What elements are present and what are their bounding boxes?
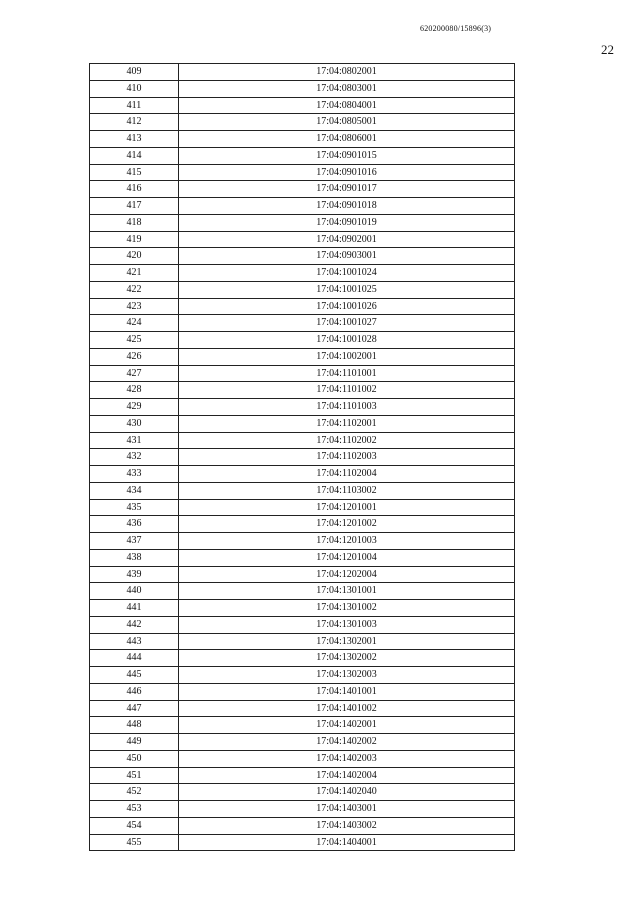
row-number: 417 [90,198,179,215]
table-row [90,332,515,349]
row-number: 447 [90,700,179,717]
table-row [90,114,515,131]
table-row [90,164,515,181]
table-row [90,549,515,566]
row-number: 411 [90,97,179,114]
table-row [90,80,515,97]
cadastral-code: 17:04:1102001 [179,415,515,432]
row-number: 444 [90,650,179,667]
table-row [90,281,515,298]
table-row [90,415,515,432]
row-number: 452 [90,784,179,801]
cadastral-code: 17:04:1402002 [179,734,515,751]
row-number: 434 [90,482,179,499]
table-row [90,482,515,499]
table-row [90,650,515,667]
cadastral-table [89,63,515,851]
table-row [90,214,515,231]
cadastral-code: 17:04:1201004 [179,549,515,566]
cadastral-code: 17:04:1301003 [179,616,515,633]
cadastral-code: 17:04:1404001 [179,834,515,851]
cadastral-code: 17:04:0803001 [179,80,515,97]
row-number: 415 [90,164,179,181]
row-number: 437 [90,533,179,550]
table-row [90,683,515,700]
table-row [90,499,515,516]
cadastral-code: 17:04:1301002 [179,600,515,617]
cadastral-code: 17:04:0903001 [179,248,515,265]
row-number: 424 [90,315,179,332]
page-number: 22 [601,42,614,57]
row-number: 414 [90,147,179,164]
table-row [90,817,515,834]
cadastral-code: 17:04:1001027 [179,315,515,332]
table-row [90,583,515,600]
table-row [90,784,515,801]
row-number: 420 [90,248,179,265]
row-number: 440 [90,583,179,600]
row-number: 446 [90,683,179,700]
row-number: 410 [90,80,179,97]
row-number: 416 [90,181,179,198]
table-row [90,633,515,650]
table-row [90,64,515,81]
cadastral-table-container [89,63,515,851]
table-body [90,64,515,851]
row-number: 427 [90,365,179,382]
cadastral-code: 17:04:1101003 [179,399,515,416]
table-row [90,365,515,382]
cadastral-code: 17:04:1102003 [179,449,515,466]
cadastral-code: 17:04:1202004 [179,566,515,583]
table-row [90,315,515,332]
row-number: 442 [90,616,179,633]
row-number: 433 [90,466,179,483]
cadastral-code: 17:04:0802001 [179,64,515,81]
cadastral-code: 17:04:1403002 [179,817,515,834]
cadastral-code: 17:04:1301001 [179,583,515,600]
table-row [90,566,515,583]
table-row [90,265,515,282]
table-row [90,449,515,466]
table-row [90,700,515,717]
cadastral-code: 17:04:1402003 [179,750,515,767]
row-number: 419 [90,231,179,248]
cadastral-code: 17:04:0902001 [179,231,515,248]
cadastral-code: 17:04:1101001 [179,365,515,382]
row-number: 413 [90,131,179,148]
cadastral-code: 17:04:0901016 [179,164,515,181]
cadastral-code: 17:04:1403001 [179,801,515,818]
cadastral-code: 17:04:0806001 [179,131,515,148]
row-number: 423 [90,298,179,315]
table-row [90,231,515,248]
cadastral-code: 17:04:1101002 [179,382,515,399]
cadastral-code: 17:04:1001025 [179,281,515,298]
row-number: 443 [90,633,179,650]
cadastral-code: 17:04:1401002 [179,700,515,717]
table-row [90,466,515,483]
table-row [90,750,515,767]
row-number: 422 [90,281,179,298]
cadastral-code: 17:04:0901017 [179,181,515,198]
row-number: 454 [90,817,179,834]
table-row [90,198,515,215]
row-number: 445 [90,667,179,684]
table-row [90,432,515,449]
table-row [90,181,515,198]
table-row [90,97,515,114]
cadastral-code: 17:04:0805001 [179,114,515,131]
row-number: 451 [90,767,179,784]
row-number: 448 [90,717,179,734]
cadastral-code: 17:04:1402001 [179,717,515,734]
row-number: 426 [90,348,179,365]
cadastral-code: 17:04:1102002 [179,432,515,449]
table-row [90,616,515,633]
cadastral-code: 17:04:1302003 [179,667,515,684]
cadastral-code: 17:04:0901018 [179,198,515,215]
cadastral-code: 17:04:1401001 [179,683,515,700]
row-number: 449 [90,734,179,751]
table-row [90,382,515,399]
table-row [90,533,515,550]
table-row [90,399,515,416]
row-number: 436 [90,516,179,533]
cadastral-code: 17:04:1002001 [179,348,515,365]
table-row [90,248,515,265]
table-row [90,147,515,164]
table-row [90,131,515,148]
cadastral-code: 17:04:1302002 [179,650,515,667]
row-number: 418 [90,214,179,231]
table-row [90,298,515,315]
row-number: 439 [90,566,179,583]
row-number: 455 [90,834,179,851]
cadastral-code: 17:04:1001026 [179,298,515,315]
cadastral-code: 17:04:1102004 [179,466,515,483]
cadastral-code: 17:04:0901019 [179,214,515,231]
cadastral-code: 17:04:1201002 [179,516,515,533]
table-row [90,834,515,851]
cadastral-code: 17:04:1001024 [179,265,515,282]
table-row [90,717,515,734]
row-number: 438 [90,549,179,566]
document-reference: 620200080/15896(3) [420,24,492,33]
row-number: 409 [90,64,179,81]
table-row [90,767,515,784]
table-row [90,734,515,751]
row-number: 453 [90,801,179,818]
table-row [90,348,515,365]
table-row [90,667,515,684]
row-number: 428 [90,382,179,399]
row-number: 450 [90,750,179,767]
cadastral-code: 17:04:1402004 [179,767,515,784]
row-number: 425 [90,332,179,349]
row-number: 429 [90,399,179,416]
row-number: 432 [90,449,179,466]
row-number: 421 [90,265,179,282]
cadastral-code: 17:04:1201003 [179,533,515,550]
cadastral-code: 17:04:1201001 [179,499,515,516]
row-number: 441 [90,600,179,617]
cadastral-code: 17:04:0901015 [179,147,515,164]
cadastral-code: 17:04:1402040 [179,784,515,801]
row-number: 431 [90,432,179,449]
row-number: 412 [90,114,179,131]
table-row [90,801,515,818]
cadastral-code: 17:04:0804001 [179,97,515,114]
cadastral-code: 17:04:1302001 [179,633,515,650]
table-row [90,516,515,533]
row-number: 435 [90,499,179,516]
cadastral-code: 17:04:1001028 [179,332,515,349]
row-number: 430 [90,415,179,432]
cadastral-code: 17:04:1103002 [179,482,515,499]
table-row [90,600,515,617]
